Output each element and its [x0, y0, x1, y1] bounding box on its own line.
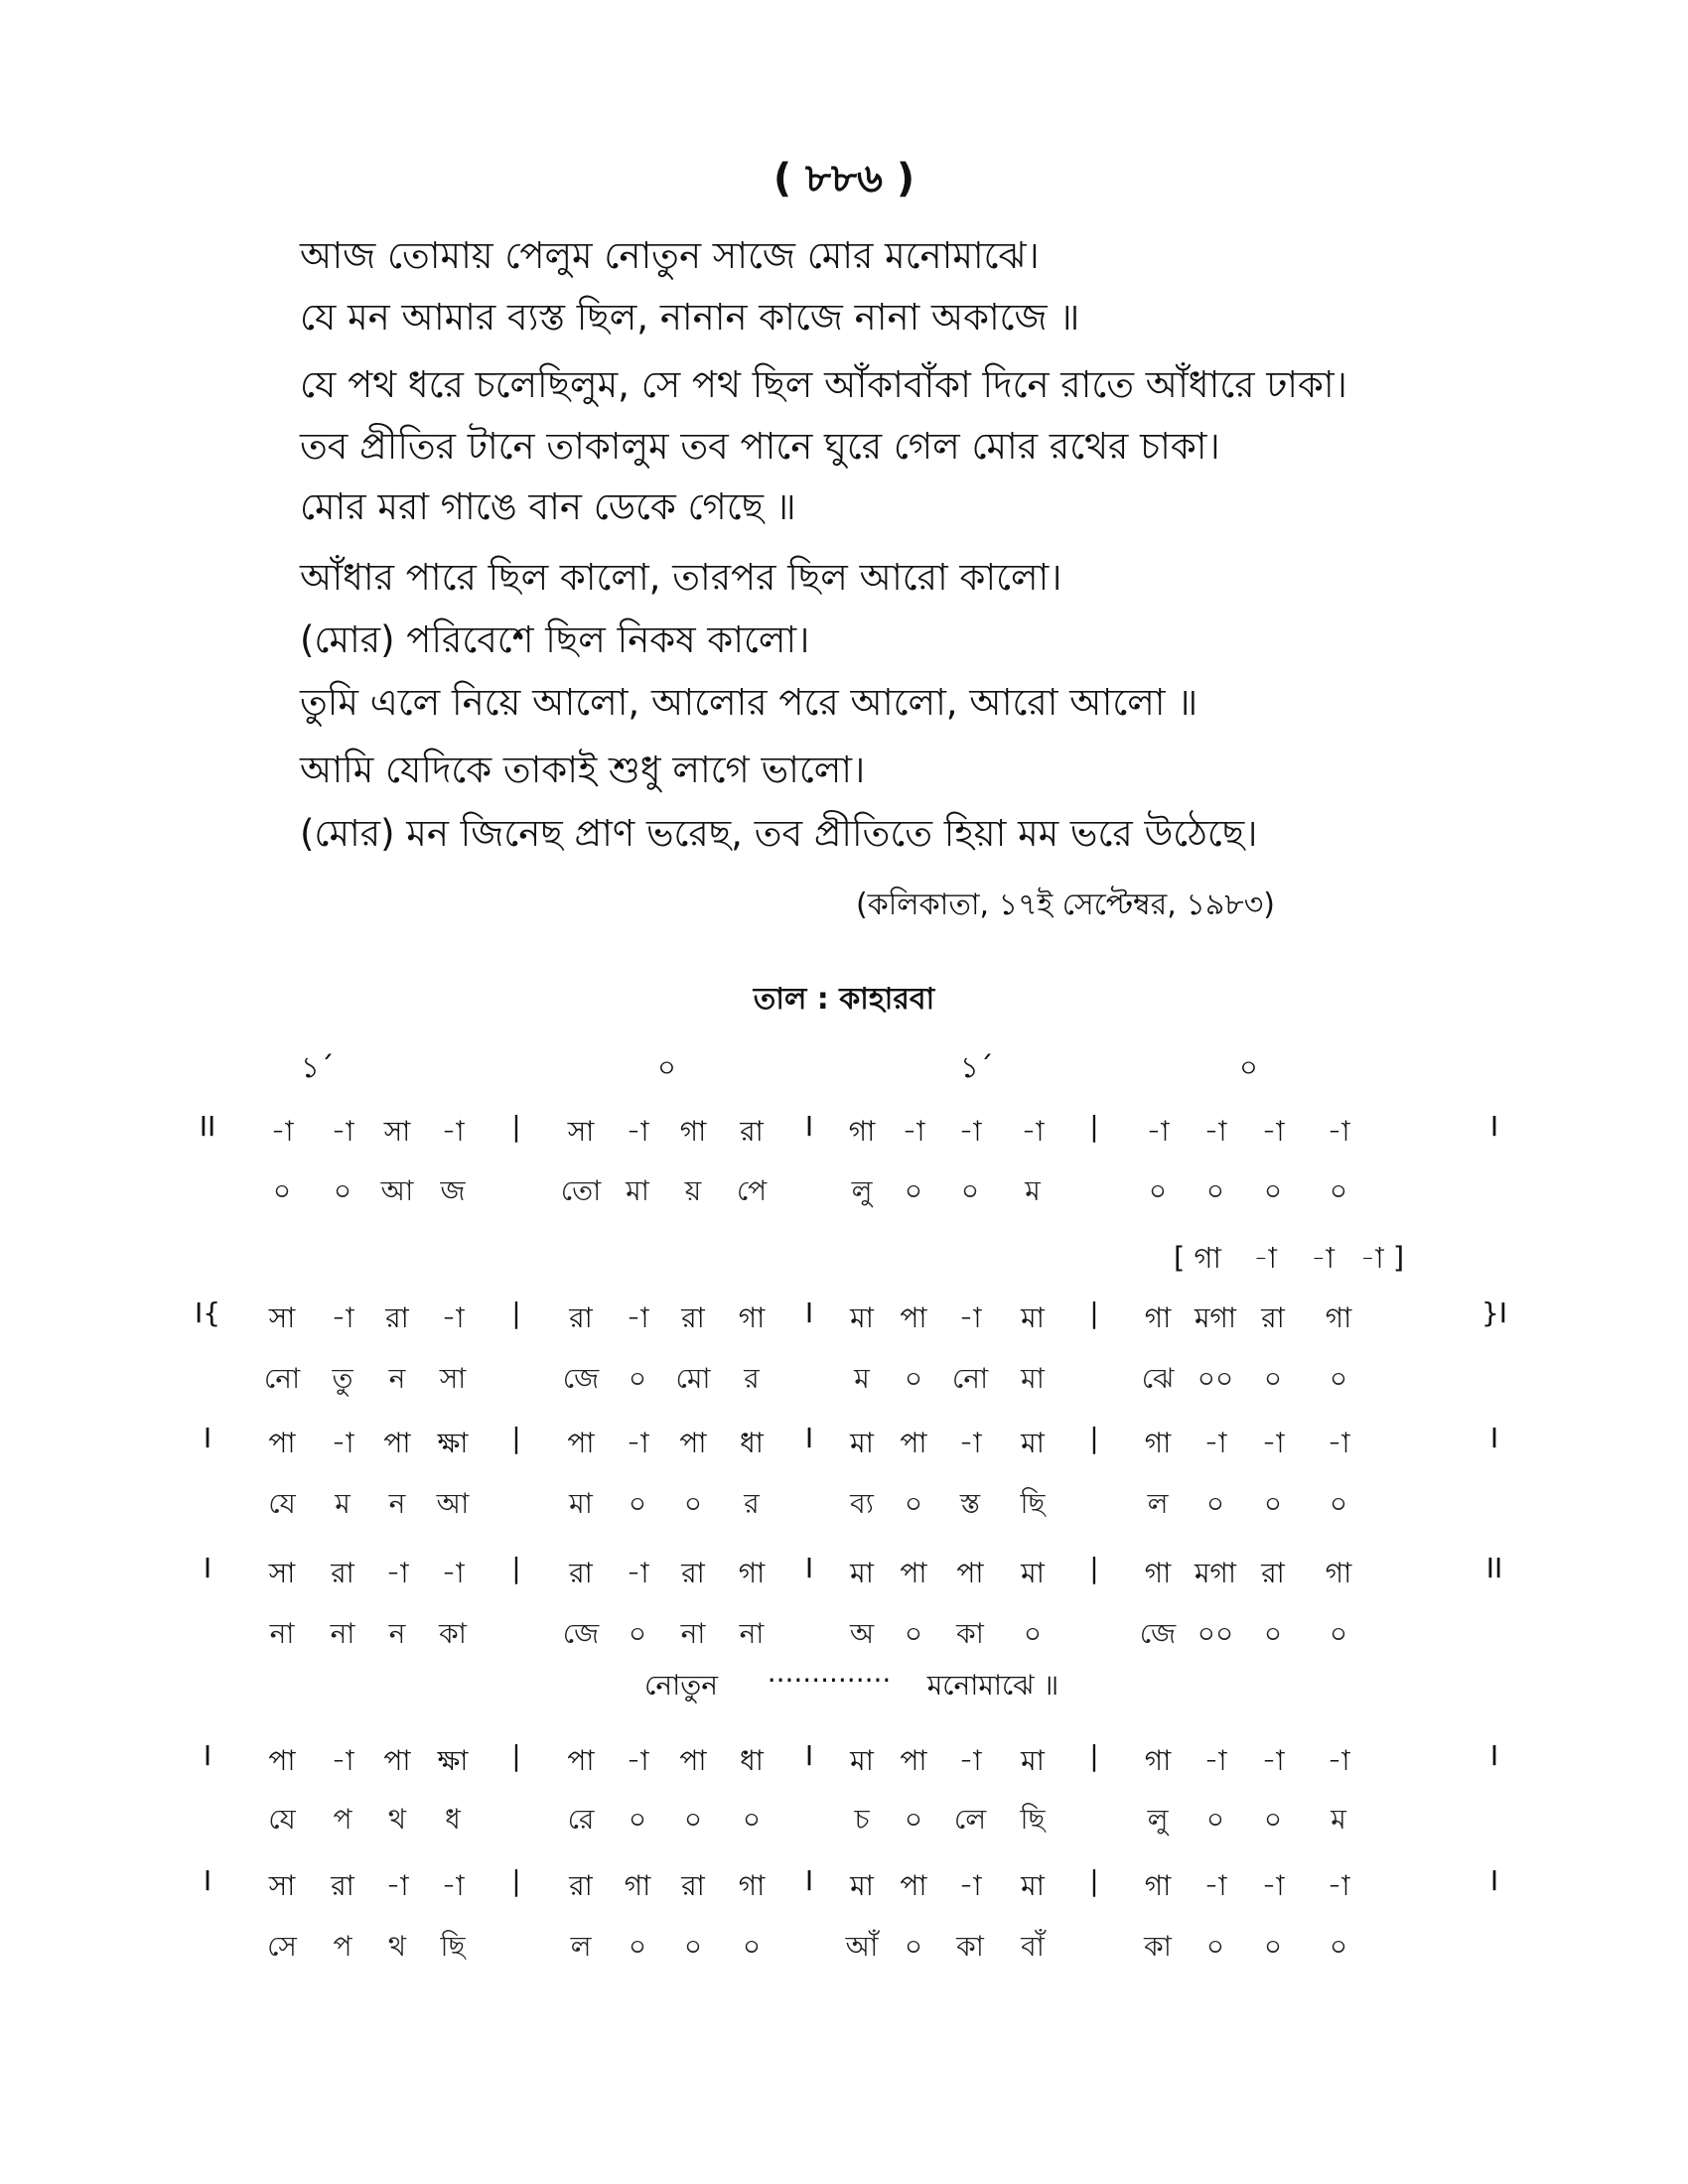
lyric-syllable: ০: [1263, 1930, 1283, 1963]
bar-divider: I: [804, 1297, 814, 1329]
swara-note: -া: [441, 1869, 465, 1902]
alternate-note: [ গা: [1174, 1241, 1221, 1275]
swara-note: -া: [958, 1115, 982, 1148]
swara-note: রা: [331, 1557, 354, 1589]
bar-divider: |: [511, 1297, 521, 1329]
lyric-syllable: যে: [268, 1487, 296, 1520]
swara-note: সা: [383, 1115, 411, 1148]
bar-line-end: I: [1489, 1739, 1499, 1772]
lyric-syllable: ০: [1148, 1174, 1168, 1207]
lyric-syllable: ০: [904, 1617, 923, 1650]
swara-note: পা: [567, 1427, 595, 1459]
lyric-line: আমি যেদিকে তাকাই শুধু লাগে ভালো।: [300, 749, 866, 791]
lyric-syllable: ০: [628, 1803, 647, 1836]
tala-heading: তাল : কাহারবা: [753, 982, 935, 1017]
swara-note: -া: [441, 1115, 465, 1148]
swara-note: গা: [1144, 1744, 1172, 1777]
swara-note: পা: [900, 1869, 927, 1902]
lyric-syllable: ০: [1023, 1617, 1043, 1650]
lyric-syllable: ০: [904, 1174, 923, 1207]
bar-line-end: }I: [1480, 1297, 1508, 1329]
lyric-syllable: লু: [851, 1174, 873, 1207]
lyric-syllable: ০: [1205, 1803, 1225, 1836]
lyric-syllable: ০: [1329, 1487, 1348, 1520]
swara-note: -া: [626, 1744, 649, 1777]
swara-note: রা: [385, 1301, 409, 1334]
lyric-syllable: ০: [683, 1930, 703, 1963]
lyric-syllable: ০: [1329, 1174, 1348, 1207]
lyric-syllable: ০: [1205, 1174, 1225, 1207]
lyric-syllable: র: [744, 1487, 760, 1520]
lyric-syllable: আ: [436, 1487, 470, 1520]
swara-note: সা: [567, 1115, 595, 1148]
swara-note: -া: [958, 1744, 982, 1777]
lyric-syllable: অ: [849, 1617, 875, 1650]
swara-note: গা: [1144, 1557, 1172, 1589]
swara-note: রা: [569, 1301, 593, 1334]
swara-note: গা: [848, 1115, 876, 1148]
lyric-syllable: নো: [263, 1362, 301, 1395]
lyric-syllable: সে: [267, 1930, 297, 1963]
swara-note: রা: [681, 1301, 705, 1334]
lyric-syllable: ০: [742, 1803, 762, 1836]
lyric-syllable: ম: [854, 1362, 870, 1395]
swara-note: গা: [624, 1869, 651, 1902]
lyric-syllable: জে: [562, 1362, 600, 1395]
lyric-line: আজ তোমায় পেলুম নোতুন সাজে মোর মনোমাঝে।: [300, 234, 1040, 277]
beat-mark: ১´: [960, 1050, 994, 1084]
swara-note: রা: [681, 1869, 705, 1902]
swara-note: মা: [1021, 1301, 1045, 1334]
bar-divider: I: [804, 1422, 814, 1454]
lyric-syllable: ন: [388, 1617, 406, 1650]
lyric-syllable: ম: [335, 1487, 351, 1520]
swara-note: পা: [268, 1744, 296, 1777]
lyric-syllable: থ: [387, 1930, 407, 1963]
swara-note: -া: [626, 1557, 649, 1589]
swara-note: পা: [268, 1427, 296, 1459]
swara-note: -া: [1203, 1869, 1227, 1902]
return-hint: মনোমাঝে ॥: [926, 1669, 1059, 1702]
lyric-syllable: মা: [626, 1174, 649, 1207]
swara-note: মা: [1021, 1869, 1045, 1902]
lyric-syllable: কা: [956, 1930, 984, 1963]
bar-divider: I: [804, 1110, 814, 1143]
lyric-syllable: তো: [560, 1174, 602, 1207]
lyric-syllable: য়: [684, 1174, 702, 1207]
alternate-note: -া ]: [1359, 1241, 1405, 1275]
lyric-syllable: ০: [1205, 1487, 1225, 1520]
lyric-syllable: মো: [675, 1362, 711, 1395]
swara-note: পা: [567, 1744, 595, 1777]
bar-divider: I: [804, 1552, 814, 1584]
swara-note: ক্ষা: [437, 1744, 469, 1777]
bar-line-end: I: [1489, 1422, 1499, 1454]
lyric-syllable: ছি: [1020, 1487, 1046, 1520]
lyric-line: আঁধার পারে ছিল কালো, তারপর ছিল আরো কালো।: [300, 556, 1062, 599]
swara-note: -া: [626, 1301, 649, 1334]
bar-divider: I: [804, 1864, 814, 1897]
lyric-syllable: স্ত: [959, 1487, 981, 1520]
swara-note: মগা: [1194, 1557, 1237, 1589]
bar-line-start: I: [203, 1739, 212, 1772]
beat-marks: [301, 1045, 1393, 1085]
swara-note: -া: [1146, 1115, 1170, 1148]
alternate-note: -া: [1253, 1241, 1277, 1275]
lyric-syllable: ০: [628, 1362, 647, 1395]
swara-note: ধা: [740, 1427, 764, 1459]
lyric-syllable: ০: [904, 1362, 923, 1395]
composition-date: (কলিকাতা, ১৭ই সেপ্টেম্বর, ১৯৮৩): [856, 887, 1275, 922]
bar-divider: |: [511, 1552, 521, 1584]
swara-note: -া: [1021, 1115, 1045, 1148]
swara-note: -া: [441, 1301, 465, 1334]
swara-note: -া: [1203, 1115, 1227, 1148]
lyric-syllable: ম: [1331, 1803, 1346, 1836]
lyric-line: তব প্রীতির টানে তাকালুম তব পানে ঘুরে গেল মোর রথের চাকা।: [300, 425, 1220, 468]
swara-note: গা: [1325, 1557, 1352, 1589]
swara-note: -া: [958, 1301, 982, 1334]
swara-note: মা: [1021, 1427, 1045, 1459]
lyric-syllable: থ: [387, 1803, 407, 1836]
lyric-syllable: ল: [570, 1930, 592, 1963]
swara-note: গা: [738, 1301, 766, 1334]
return-hint: নোতুন: [644, 1669, 718, 1702]
bar-line-end: I: [1489, 1864, 1499, 1897]
swara-note: গা: [1144, 1427, 1172, 1459]
lyric-line: মোর মরা গাঙে বান ডেকে গেছে ॥: [300, 485, 796, 528]
swara-note: রা: [1261, 1557, 1285, 1589]
lyric-syllable: জে: [562, 1617, 600, 1650]
swara-note: পা: [900, 1301, 927, 1334]
alternate-note: -া: [1311, 1241, 1335, 1275]
swara-note: সা: [268, 1557, 296, 1589]
lyric-syllable: ০: [683, 1487, 703, 1520]
page-number: ( ৮৮৬ ): [773, 156, 915, 202]
swara-note: -া: [441, 1557, 465, 1589]
lyric-syllable: ০: [960, 1174, 980, 1207]
lyric-syllable: কা: [439, 1617, 467, 1650]
lyric-syllable: ০: [1329, 1930, 1348, 1963]
swara-note: সা: [268, 1301, 296, 1334]
swara-note: -া: [1327, 1427, 1350, 1459]
lyric-syllable: ০: [1263, 1174, 1283, 1207]
lyric-syllable: পে: [736, 1174, 768, 1207]
bar-divider: |: [1089, 1864, 1099, 1897]
lyric-line: যে মন আমার ব্যস্ত ছিল, নানান কাজে নানা অকাজে ॥: [300, 296, 1080, 339]
swara-note: মা: [850, 1869, 874, 1902]
swara-note: -া: [626, 1427, 649, 1459]
lyric-syllable: ন: [388, 1362, 406, 1395]
lyric-syllable: ঝে: [1141, 1362, 1175, 1395]
bar-divider: |: [1089, 1110, 1099, 1143]
lyric-syllable: ০: [1205, 1930, 1225, 1963]
lyric-syllable: প: [333, 1803, 352, 1836]
lyric-syllable: আঁ: [845, 1930, 879, 1963]
swara-note: গা: [738, 1869, 766, 1902]
swara-note: পা: [383, 1427, 411, 1459]
swara-note: রা: [331, 1869, 354, 1902]
bar-divider: |: [511, 1110, 521, 1143]
lyric-syllable: ০: [904, 1803, 923, 1836]
lyric-syllable: ল: [1147, 1487, 1169, 1520]
lyric-syllable: ছি: [1020, 1803, 1046, 1836]
lyric-syllable: ০: [904, 1930, 923, 1963]
swara-note: -া: [1261, 1427, 1285, 1459]
lyric-syllable: ন: [388, 1487, 406, 1520]
swara-note: গা: [679, 1115, 707, 1148]
swara-note: ক্ষা: [437, 1427, 469, 1459]
bar-line-start: I: [203, 1422, 212, 1454]
bar-line-start: I: [203, 1552, 212, 1584]
swara-note: পা: [383, 1744, 411, 1777]
swara-note: মগা: [1194, 1301, 1237, 1334]
bar-divider: |: [1089, 1297, 1099, 1329]
lyric-syllable: ০: [628, 1930, 647, 1963]
swara-note: পা: [679, 1744, 707, 1777]
swara-note: পা: [900, 1557, 927, 1589]
swara-note: পা: [900, 1427, 927, 1459]
bar-line-start: II: [199, 1110, 216, 1143]
lyric-syllable: মা: [1021, 1362, 1045, 1395]
lyric-syllable: বাঁ: [1021, 1930, 1045, 1963]
swara-note: রা: [1261, 1301, 1285, 1334]
bar-line-start: I: [203, 1864, 212, 1897]
lyric-syllable: ০০: [1196, 1617, 1234, 1650]
lyric-syllable: প: [333, 1930, 352, 1963]
bar-line-end: II: [1485, 1552, 1503, 1584]
bar-divider: |: [511, 1422, 521, 1454]
swara-note: -া: [331, 1301, 354, 1334]
swara-note: মা: [850, 1744, 874, 1777]
bar-line-start: I{: [194, 1297, 221, 1329]
swara-note: রা: [681, 1557, 705, 1589]
swara-note: -া: [331, 1427, 354, 1459]
lyric-syllable: নো: [951, 1362, 989, 1395]
lyric-syllable: র: [744, 1362, 760, 1395]
lyric-syllable: ০: [742, 1930, 762, 1963]
lyric-syllable: ম: [1025, 1174, 1041, 1207]
swara-note: -া: [958, 1869, 982, 1902]
bar-line-end: I: [1489, 1110, 1499, 1143]
swara-note: -া: [270, 1115, 294, 1148]
lyric-syllable: সা: [439, 1362, 467, 1395]
lyric-syllable: জে: [1139, 1617, 1177, 1650]
swara-note: পা: [679, 1427, 707, 1459]
return-hint: ··············: [767, 1664, 892, 1697]
swara-note: রা: [740, 1115, 764, 1148]
lyric-syllable: মা: [569, 1487, 593, 1520]
lyric-syllable: ০: [1263, 1362, 1283, 1395]
lyric-syllable: না: [680, 1617, 706, 1650]
lyric-syllable: ০: [628, 1617, 647, 1650]
lyric-syllable: ০: [1263, 1617, 1283, 1650]
swara-note: গা: [738, 1557, 766, 1589]
swara-note: রা: [569, 1557, 593, 1589]
swara-note: -া: [1203, 1427, 1227, 1459]
swara-note: -া: [331, 1744, 354, 1777]
lyric-line: (মোর) পরিবেশে ছিল নিকষ কালো।: [300, 618, 810, 661]
swara-note: মা: [1021, 1744, 1045, 1777]
swara-note: -া: [1327, 1869, 1350, 1902]
lyric-syllable: ০: [1263, 1803, 1283, 1836]
swara-note: সা: [268, 1869, 296, 1902]
bar-divider: |: [1089, 1552, 1099, 1584]
lyric-syllable: ০: [1329, 1362, 1348, 1395]
lyric-syllable: না: [330, 1617, 355, 1650]
swara-note: পা: [956, 1557, 984, 1589]
swara-note: -া: [385, 1557, 409, 1589]
lyric-syllable: না: [739, 1617, 765, 1650]
swara-note: -া: [385, 1869, 409, 1902]
lyric-syllable: ধ: [445, 1803, 461, 1836]
swara-note: -া: [626, 1115, 649, 1148]
swara-note: -া: [958, 1427, 982, 1459]
swara-note: -া: [331, 1115, 354, 1148]
beat-mark: ০: [657, 1050, 676, 1084]
lyric-syllable: ০: [904, 1487, 923, 1520]
bar-divider: |: [511, 1739, 521, 1772]
lyric-syllable: ০: [628, 1487, 647, 1520]
lyric-syllable: ০: [272, 1174, 292, 1207]
swara-note: পা: [900, 1744, 927, 1777]
swara-note: মা: [1021, 1557, 1045, 1589]
swara-note: -া: [902, 1115, 925, 1148]
lyric-syllable: ব্য: [850, 1487, 874, 1520]
lyric-syllable: লে: [953, 1803, 987, 1836]
swara-note: গা: [1325, 1301, 1352, 1334]
swara-note: রা: [569, 1869, 593, 1902]
swara-note: গা: [1144, 1301, 1172, 1334]
lyric-syllable: না: [269, 1617, 295, 1650]
lyric-syllable: কা: [956, 1617, 984, 1650]
swara-note: -া: [1261, 1115, 1285, 1148]
swara-note: -া: [1261, 1744, 1285, 1777]
lyric-line: (মোর) মন জিনেছ প্রাণ ভরেছ, তব প্রীতিতে হিয়া মম ভরে উঠেছে।: [300, 812, 1258, 855]
lyric-syllable: ০০: [1196, 1362, 1234, 1395]
beat-mark: ১´: [301, 1050, 335, 1084]
lyric-line: যে পথ ধরে চলেছিলুম, সে পথ ছিল আঁকাবাঁকা দিনে রাতে আঁধারে ঢাকা।: [300, 363, 1347, 406]
swara-note: মা: [850, 1427, 874, 1459]
lyric-syllable: লু: [1147, 1803, 1169, 1836]
swara-note: -া: [1327, 1744, 1350, 1777]
swara-note: -া: [1261, 1869, 1285, 1902]
swara-note: মা: [850, 1301, 874, 1334]
lyric-line: তুমি এলে নিয়ে আলো, আলোর পরে আলো, আরো আলো ॥: [300, 681, 1198, 724]
bar-divider: |: [1089, 1422, 1099, 1454]
lyric-syllable: ০: [333, 1174, 352, 1207]
lyric-syllable: ০: [683, 1803, 703, 1836]
swara-note: মা: [850, 1557, 874, 1589]
lyric-syllable: তু: [332, 1362, 353, 1395]
lyric-syllable: কা: [1144, 1930, 1172, 1963]
swara-note: ধা: [740, 1744, 764, 1777]
lyric-syllable: চ: [854, 1803, 870, 1836]
swara-note: -া: [1327, 1115, 1350, 1148]
lyric-syllable: ০: [1263, 1487, 1283, 1520]
lyric-syllable: যে: [268, 1803, 296, 1836]
lyric-syllable: ছি: [440, 1930, 466, 1963]
lyric-syllable: আ: [380, 1174, 414, 1207]
lyric-syllable: রে: [567, 1803, 595, 1836]
bar-divider: I: [804, 1739, 814, 1772]
bar-divider: |: [1089, 1739, 1099, 1772]
lyric-syllable: জ: [440, 1174, 466, 1207]
lyric-syllable: ০: [1329, 1617, 1348, 1650]
swara-note: গা: [1144, 1869, 1172, 1902]
beat-mark: ০: [1239, 1050, 1258, 1084]
bar-divider: |: [511, 1864, 521, 1897]
swara-note: -া: [1203, 1744, 1227, 1777]
